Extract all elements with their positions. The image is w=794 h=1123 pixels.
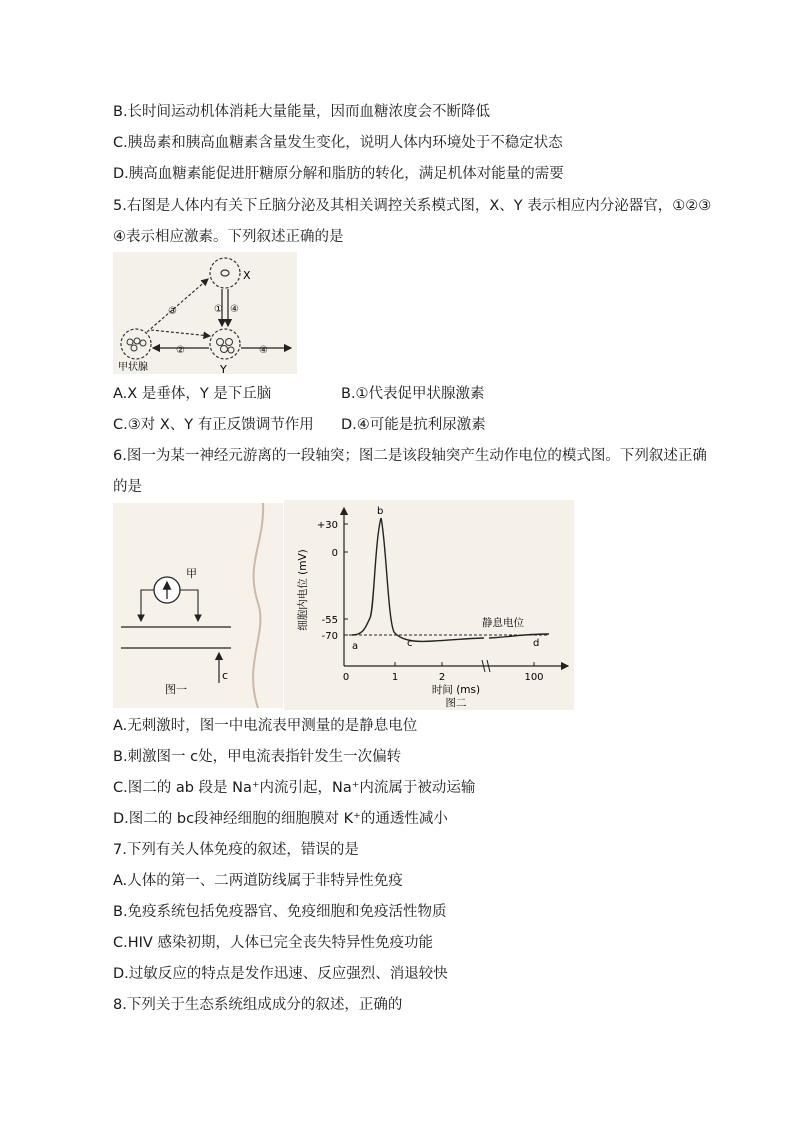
q5-option-c: C.③对 X、Y 有正反馈调节作用 [113, 417, 314, 433]
q5-stem-line1: 5.右图是人体内有关下丘脑分泌及其相关调控关系模式图，X、Y 表示相应内分泌器官，①②③ [113, 198, 712, 214]
figure2-caption: 图二 [445, 697, 467, 709]
q6-option-c: C.图二的 ab 段是 Na⁺内流引起，Na⁺内流属于被动运输 [113, 780, 476, 796]
label-y: Y [220, 363, 227, 374]
x-tick-label: 100 [524, 672, 544, 683]
label-4-right: ④ [259, 345, 268, 356]
point-c-label: c [407, 638, 413, 649]
y-tick-label: 0 [331, 548, 338, 559]
meter-label-jia: 甲 [186, 567, 197, 580]
q7-stem: 7.下列有关人体免疫的叙述，错误的是 [113, 842, 359, 858]
q6-option-b: B.刺激图一 c处，甲电流表指针发生一次偏转 [113, 749, 402, 765]
q5-option-a: A.X 是垂体，Y 是下丘脑 [113, 386, 272, 402]
q7-option-d: D.过敏反应的特点是发作迅速、反应强烈、消退较快 [113, 966, 448, 982]
point-c-label: c [222, 669, 229, 682]
point-d-label: d [533, 638, 540, 649]
y-axis-label: 细胞内电位 (mV) [297, 549, 309, 631]
q5-option-d: D.④可能是抗利尿激素 [341, 417, 486, 433]
q6-option-a: A.无刺激时，图一中电流表甲测量的是静息电位 [113, 718, 418, 734]
q4-option-d: D.胰高血糖素能促进肝糖原分解和脂肪的转化，满足机体对能量的需要 [113, 166, 564, 182]
q6-stem-line1: 6.图一为某一神经元游离的一段轴突；图二是该段轴突产生动作电位的模式图。下列叙述正确 [113, 448, 707, 464]
resting-potential-label: 静息电位 [482, 617, 524, 629]
q8-stem: 8.下列关于生态系统组成成分的叙述，正确的 [113, 997, 403, 1013]
q5-hormone-diagram [113, 252, 297, 374]
q7-option-a: A.人体的第一、二两道防线属于非特异性免疫 [113, 873, 403, 889]
y-tick-label: -70 [321, 631, 338, 642]
x-tick-label: 1 [391, 672, 399, 683]
q5-stem-line2: ④表示相应激素。下列叙述正确的是 [113, 229, 344, 245]
point-b-label: b [377, 506, 384, 517]
label-thyroid: 甲状腺 [118, 362, 148, 373]
x-axis-label: 时间 (ms) [431, 684, 481, 696]
x-tick-label: 2 [438, 672, 446, 683]
point-a-label: a [352, 641, 359, 652]
q7-option-b: B.免疫系统包括免疫器官、免疫细胞和免疫活性物质 [113, 904, 447, 920]
q4-option-c: C.胰岛素和胰高血糖素含量发生变化，说明人体内环境处于不稳定状态 [113, 135, 563, 151]
q6-figure1-axon [113, 503, 283, 708]
label-2: ② [176, 345, 185, 356]
q6-option-d: D.图二的 bc段神经细胞的细胞膜对 K⁺的通透性减小 [113, 811, 448, 827]
diagram-background [113, 252, 297, 374]
q4-option-b: B.长时间运动机体消耗大量能量，因而血糖浓度会不断降低 [113, 104, 491, 120]
label-4-upper: ④ [230, 304, 239, 315]
x-tick-label: 0 [342, 672, 350, 683]
q5-option-b: B.①代表促甲状腺激素 [341, 386, 485, 402]
label-x: X [243, 269, 251, 282]
label-3: ③ [168, 306, 177, 317]
q6-stem-line2: 的是 [113, 479, 142, 495]
y-tick-label: +30 [316, 520, 338, 531]
figure1-caption: 图一 [165, 683, 187, 696]
q7-option-c: C.HIV 感染初期，人体已完全丧失特异性免疫功能 [113, 935, 433, 951]
label-1: ① [214, 304, 223, 315]
q6-figure2-action-potential [284, 500, 574, 710]
y-tick-label: -55 [321, 615, 338, 626]
